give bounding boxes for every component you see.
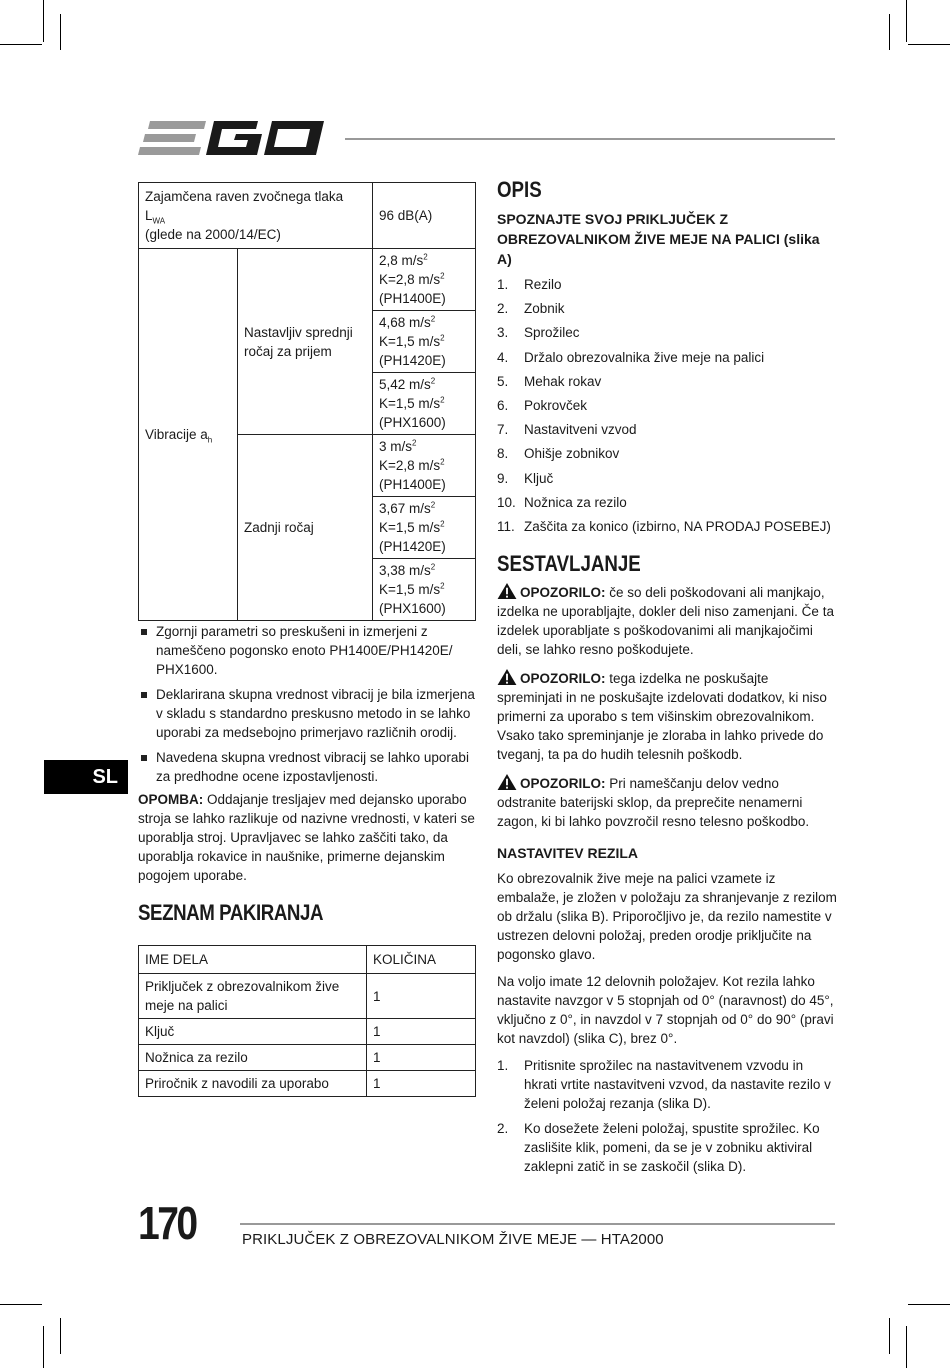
part-cell: Ključ [139, 1019, 367, 1045]
ego-logo-graphic [138, 116, 328, 164]
packing-title: SEZNAM PAKIRANJA [138, 900, 324, 925]
list-item: 9. Ključ [497, 470, 554, 486]
warning-paragraph: OPOZORILO: če so deli poškodovani ali manjkajo, izdelka ne uporabljajte, dokler deli niso zamenjani. Če ta izdelek uporabljate s poškodovanimi ali manjkajočimi deli, se lahko resno poškodujete. [497, 584, 834, 657]
table-header-row [139, 946, 476, 974]
list-item: 2. Zobnik [497, 301, 565, 317]
list-item: 7. Nastavitveni vzvod [497, 422, 637, 438]
list-item: Deklarirana skupna vrednost vibracij je bila izmerjena v skladu s standardno preskusno metodo in se lahko uporabi za medsebojno primerjavo različnih orodij. [138, 685, 478, 742]
footer-rule [240, 1223, 835, 1225]
part-cell: Priročnik z navodili za uporabo [139, 1071, 367, 1097]
opis-subtitle: SPOZNAJTE SVOJ PRIKLJUČEK Z OBREZOVALNIKOM ŽIVE MEJE NA PALICI (slika A) [497, 211, 820, 267]
vibration-label-cell [139, 249, 238, 621]
right-column [497, 177, 837, 1182]
vibration-value: 4,68 $m/s^2$ K=1,5 $m/s^2$ (PH1420E) [373, 311, 476, 373]
front-handle-label: Nastavljiv sprednji ročaj za prijem [238, 249, 373, 435]
list-item: Zgornji parametri so preskušeni in izmerjeni z nameščeno pogonsko enoto PH1400E/PH1420E/ PHX1600. [138, 622, 478, 679]
crop-mark [889, 14, 890, 50]
noise-value: 96 dB(A) [373, 183, 476, 249]
bullet-square-icon [141, 629, 147, 635]
sestavljanje-title: SESTAVLJANJE [497, 550, 641, 576]
crop-mark [60, 14, 61, 50]
table-row [139, 1019, 476, 1045]
crop-mark [60, 1318, 61, 1354]
list-item: 2. Ko dosežete želeni položaj, spustite sprožilec. Ko zaslišite klik, pomeni, da se je v zobniku aktiviral zaklepni zatič in se zaskočil (slika D). [497, 1120, 820, 1174]
vibration-value: 3,67 $m/s^2$ K=1,5 $m/s^2$ (PH1420E) [373, 497, 476, 559]
table-row [139, 974, 476, 1019]
parts-list [497, 275, 837, 536]
table-row [139, 1045, 476, 1071]
bullet-square-icon [141, 692, 147, 698]
rear-handle-label: Zadnji ročaj [238, 435, 373, 621]
blade-paragraph: Na voljo imate 12 delovnih položajev. Kot rezila lahko nastavite navzgor v 5 stopnjah od 0° (naravnost) do 45°, vključno z 0°, in navzdol v 7 stopnjah od 0° do 90° (pravi kot navzdol) (slika C), brez 0°. [497, 973, 834, 1046]
table-row [139, 1071, 476, 1097]
noise-label-cell [139, 183, 373, 249]
header-rule [345, 138, 835, 140]
vibration-value: 2,8 $m/s^2$ K=2,8 $m/s^2$ (PH1400E) [373, 249, 476, 311]
list-item: 8. Ohišje zobnikov [497, 446, 620, 462]
vibration-label: Vibracije a [145, 427, 208, 442]
warning-paragraph: OPOZORILO: tega izdelka ne poskušajte spreminjati in ne poskušajte izdelovati dodatkov, ki niso primerni za uporabo s tem višinskim obrezovalnikom. Vsako tako spreminjanje je zloraba in lahko privede do tveganj, ta pa do hudih telesnih poškodb. [497, 670, 827, 762]
list-item: 6. Pokrovček [497, 397, 588, 413]
vibration-value: 3 $m/s^2$ K=2,8 $m/s^2$ (PH1400E) [373, 435, 476, 497]
col-part-header: IME DELA [139, 946, 367, 974]
table-row [139, 249, 476, 311]
list-item: 11. Zaščita za konico (izbirno, NA PRODAJ POSEBEJ) [497, 518, 831, 534]
vibration-table [138, 182, 476, 621]
qty-cell: 1 [367, 974, 476, 1019]
list-item: 1. Rezilo [497, 277, 562, 292]
crop-mark [906, 0, 907, 42]
noise-label-sub: WA [152, 216, 166, 226]
opis-title: OPIS [497, 177, 542, 202]
list-item: Navedena skupna vrednost vibracij se lahko uporabi za predhodne ocene izpostavljenosti. [138, 748, 478, 786]
col-qty-header: KOLIČINA [367, 946, 476, 974]
note-label: OPOMBA: [138, 792, 204, 807]
qty-cell: 1 [367, 1019, 476, 1045]
note-paragraph [138, 790, 478, 885]
list-item: 1. Pritisnite sprožilec na nastavitvenem vzvodu in hkrati vrtite nastavitveni vzvod, da nastavite rezilo v želeni položaj rezanja (slika D). [497, 1057, 831, 1111]
vibration-label-sub: h [207, 435, 213, 445]
ego-logo [138, 116, 328, 169]
list-item: 4. Držalo obrezovalnika žive meje na palici [497, 349, 765, 365]
crop-mark [908, 1304, 950, 1305]
footer-title: PRIKLJUČEK Z OBREZOVALNIKOM ŽIVE MEJE — HTA2000 [242, 1231, 664, 1248]
crop-mark [0, 1304, 42, 1305]
crop-mark [906, 1326, 907, 1368]
crop-mark [43, 0, 44, 42]
list-item: 5. Mehak rokav [497, 373, 602, 389]
crop-mark [908, 44, 950, 45]
blade-adjust-title: NASTAVITEV REZILA [497, 844, 639, 861]
note-text: Oddajanje tresljajev med dejansko uporabo stroja se lahko razlikuje od nazivne vrednosti, v kateri se uporablja stroj. Upravljavec se lahko zaščiti tako, da uporablja rokavice in naušnike, primerne dejanskim pogojem uporabe. [138, 792, 475, 883]
list-item: 3. Sprožilec [497, 325, 580, 341]
noise-label: Zajamčena raven zvočnega tlaka L [145, 189, 344, 223]
list-item: 10. Nožnica za rezilo [497, 494, 627, 510]
vibration-value: 3,38 $m/s^2$ K=1,5 $m/s^2$ (PHX1600) [373, 559, 476, 621]
crop-mark [889, 1318, 890, 1354]
qty-cell: 1 [367, 1045, 476, 1071]
part-cell: Priključek z obrezovalnikom žive meje na palici [139, 974, 367, 1019]
part-cell: Nožnica za rezilo [139, 1045, 367, 1071]
table-row [139, 183, 476, 249]
language-tab: SL [44, 760, 128, 794]
crop-mark [0, 44, 42, 45]
page-number: 170 [138, 1197, 196, 1249]
notes-list [138, 622, 478, 792]
bullet-square-icon [141, 755, 147, 761]
packing-table [138, 945, 476, 1097]
warning-triangle-icon [497, 669, 517, 685]
crop-mark [43, 1326, 44, 1368]
steps-list [497, 1056, 837, 1176]
warning-triangle-icon [497, 774, 517, 790]
warning-triangle-icon [497, 583, 517, 599]
vibration-value: 5,42 $m/s^2$ K=1,5 $m/s^2$ (PHX1600) [373, 373, 476, 435]
noise-label-line2: (glede na 2000/14/EC) [145, 227, 281, 242]
qty-cell: 1 [367, 1071, 476, 1097]
warning-paragraph: OPOZORILO: Pri nameščanju delov vedno odstranite baterijski sklop, da preprečite nenamerni zagon, ki bi lahko povzročil resno telesno poškodbo. [497, 775, 810, 829]
blade-paragraph: Ko obrezovalnik žive meje na palici vzamete iz embalaže, je zložen v položaju za shranjevanje z rezilom ob držalu (slika B). Priporočljivo je, da rezilo namestite v ustrezen delovni položaj, preden orodje priključite na pogonsko glavo. [497, 870, 837, 962]
